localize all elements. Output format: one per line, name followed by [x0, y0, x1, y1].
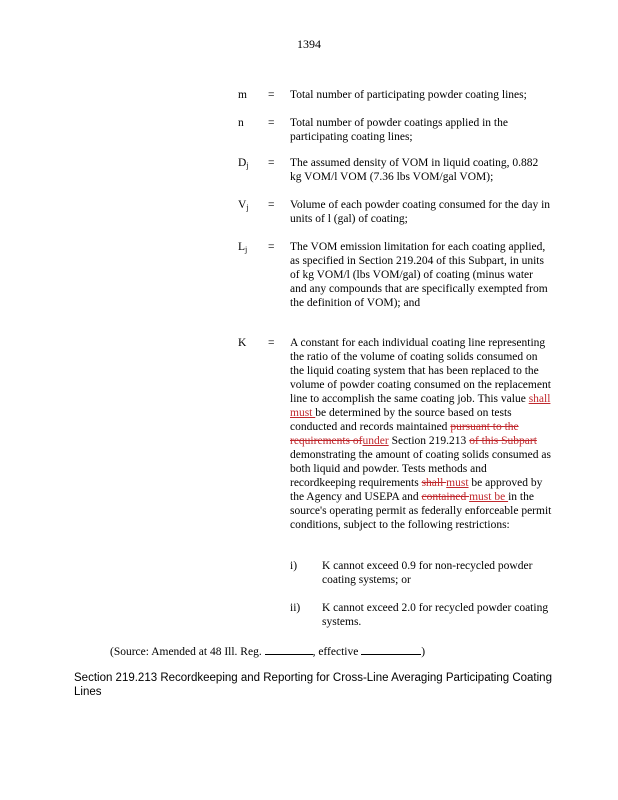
definition-text: Total number of participating powder coating lines;	[290, 89, 527, 101]
restriction-text: K cannot exceed 2.0 for recycled powder coating systems.	[322, 602, 549, 628]
definition-symbol: $L_j$	[238, 241, 248, 254]
inserted-text: under	[362, 435, 389, 447]
definition-symbol: m	[238, 89, 247, 101]
definition-text: Total number of powder coatings applied in the participating coating lines;	[290, 117, 508, 143]
definition-symbol: $D_j$	[238, 157, 249, 170]
source-note: (Source: Amended at 48 Ill. Reg. , effective )	[110, 646, 426, 658]
definition-symbol: $V_j$	[238, 199, 249, 212]
definition-text: The assumed density of VOM in liquid coating, 0.882 kg VOM/l VOM (7.36 lbs VOM/gal VOM);	[290, 157, 539, 183]
inserted-text: shall	[528, 393, 551, 405]
inserted-text: must	[446, 477, 469, 489]
deleted-text: shall	[421, 477, 447, 489]
definition-text: The VOM emission limitation for each coating applied, as specified in Section 219.204 of this Subpart, in units of kg VOM/l (lbs VOM/gal) of coating (minus water and any compounds that are specifically exempted from the definition of VOM); and	[290, 241, 548, 309]
definition-text: A constant for each individual coating line representing the ratio of the volume of coating solids consumed on the liquid coating system that has been replaced to the volume of powder coating consumed on the replacement line to accomplish the same coating job. This value shall must be determined by the source based on tests conducted and records maintained pursuant to the requirements ofunder Section 219.213 of this Subpart demonstrating the amount of coating solids consumed as both liquid and powder. Tests methods and recordkeeping requirements shall must be approved by the Agency and USEPA and contained must be in the source's operating permit as federally enforceable permit conditions, subject to the following restrictions:	[290, 337, 552, 531]
equals-sign: =	[268, 337, 275, 349]
equals-sign: =	[268, 89, 275, 101]
restriction-number: i)	[290, 560, 298, 572]
equals-sign: =	[268, 117, 275, 129]
deleted-text: of this Subpart	[469, 435, 537, 447]
section-heading: Section 219.213 Recordkeeping and Reporting for Cross-Line Averaging Participating Coating Lines	[74, 672, 552, 698]
restriction-number: ii)	[290, 602, 301, 614]
blank-line	[361, 644, 421, 655]
restriction-text: K cannot exceed 0.9 for non-recycled powder coating systems; or	[322, 560, 533, 586]
blank-line	[265, 644, 313, 655]
deleted-text: pursuant to the requirements of	[290, 421, 519, 447]
inserted-text: must	[290, 407, 316, 419]
equals-sign: =	[268, 241, 275, 253]
definition-symbol: K	[238, 337, 247, 349]
deleted-text: contained	[421, 491, 470, 503]
equals-sign: =	[268, 199, 275, 211]
definition-symbol: n	[238, 117, 244, 129]
definition-text: Volume of each powder coating consumed for the day in units of l (gal) of coating;	[290, 199, 551, 225]
equals-sign: =	[268, 157, 275, 169]
page-number: 1394	[297, 37, 321, 51]
inserted-text: must be	[469, 491, 509, 503]
